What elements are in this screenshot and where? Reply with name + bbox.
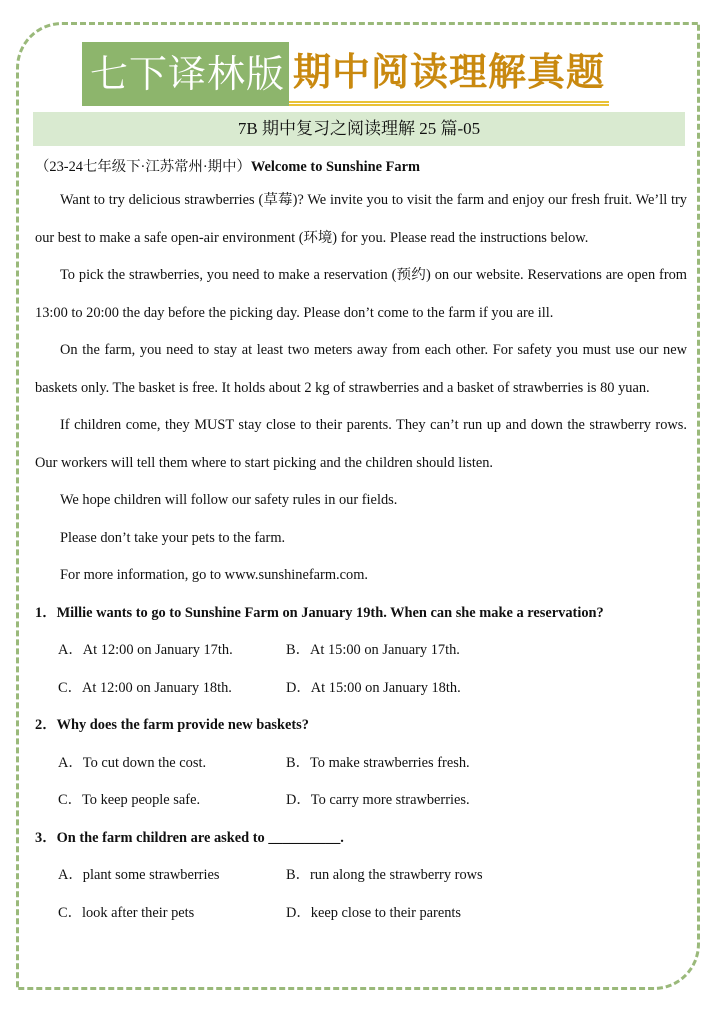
banner-title-left: 七下译林版 — [82, 42, 289, 106]
options-row — [35, 632, 687, 670]
passage-paragraph: For more information, go to www.sunshinefarm.com. — [60, 567, 369, 583]
title-banner — [82, 42, 609, 106]
question-text: Millie wants to go to Sunshine Farm on January 19th. When can she make a reservation? — [56, 604, 604, 621]
passage-source: （23-24七年级下·江苏常州·期中） — [35, 159, 251, 175]
subtitle-bar: 7B 期中复习之阅读理解 25 篇-05 — [33, 112, 685, 146]
option-d[interactable]: D．To carry more strawberries. — [286, 792, 470, 808]
options-row — [35, 782, 687, 820]
option-c[interactable]: C．look after their pets — [58, 904, 195, 921]
option-a[interactable]: A．plant some strawberries — [58, 867, 220, 883]
options-row — [35, 745, 687, 783]
banner-title-right: 期中阅读理解真题 — [289, 42, 609, 106]
passage-paragraph: On the farm, you need to stay at least two meters away from each other. For safety you must use our new baskets only. The basket is free. It holds about 2 kg of strawberries and a basket of strawberries is 80 yuan. — [35, 342, 687, 396]
options-row — [35, 670, 687, 708]
passage-heading — [35, 152, 687, 182]
passage-paragraph: To pick the strawberries, you need to make a reservation (预约) on our website. Reservations are open from 13:00 to 20:00 the day before the picking day. Please don’t come to the farm if you are ill. — [35, 267, 687, 321]
options-row — [35, 857, 687, 895]
option-a[interactable]: A．To cut down the cost. — [58, 754, 207, 771]
question-2 — [35, 707, 687, 745]
passage-title: Welcome to Sunshine Farm — [250, 159, 420, 175]
passage-paragraph: Want to try delicious strawberries (草莓)? We invite you to visit the farm and enjoy our fresh fruit. We’ll try our best to make a safe open-air environment (环境) for you. Please read the instructions below. — [35, 192, 687, 246]
option-c[interactable]: C．At 12:00 on January 18th. — [58, 679, 232, 696]
option-b[interactable]: B．At 15:00 on January 17th. — [286, 642, 460, 658]
question-number: 2． — [35, 717, 57, 733]
question-1 — [35, 595, 687, 633]
option-d[interactable]: D．keep close to their parents — [286, 904, 462, 921]
passage-paragraph: We hope children will follow our safety rules in our fields. — [60, 492, 398, 508]
option-b[interactable]: B．To make strawberries fresh. — [286, 754, 470, 771]
option-b[interactable]: B．run along the strawberry rows — [286, 867, 483, 883]
question-text: Why does the farm provide new baskets? — [56, 717, 309, 733]
option-d[interactable]: D．At 15:00 on January 18th. — [286, 679, 461, 696]
question-number: 1． — [35, 604, 57, 621]
question-text: On the farm children are asked to __________. — [56, 829, 344, 846]
question-3 — [35, 820, 687, 858]
options-row — [35, 895, 687, 933]
option-c[interactable]: C．To keep people safe. — [58, 792, 201, 808]
passage-paragraph: If children come, they MUST stay close to their parents. They can’t run up and down the strawberry rows. Our workers will tell them where to start picking and the children should listen. — [35, 417, 687, 471]
question-number: 3． — [35, 829, 57, 846]
passage-paragraph: Please don’t take your pets to the farm. — [60, 529, 286, 546]
option-a[interactable]: A．At 12:00 on January 17th. — [58, 642, 233, 658]
reading-content — [35, 152, 687, 932]
